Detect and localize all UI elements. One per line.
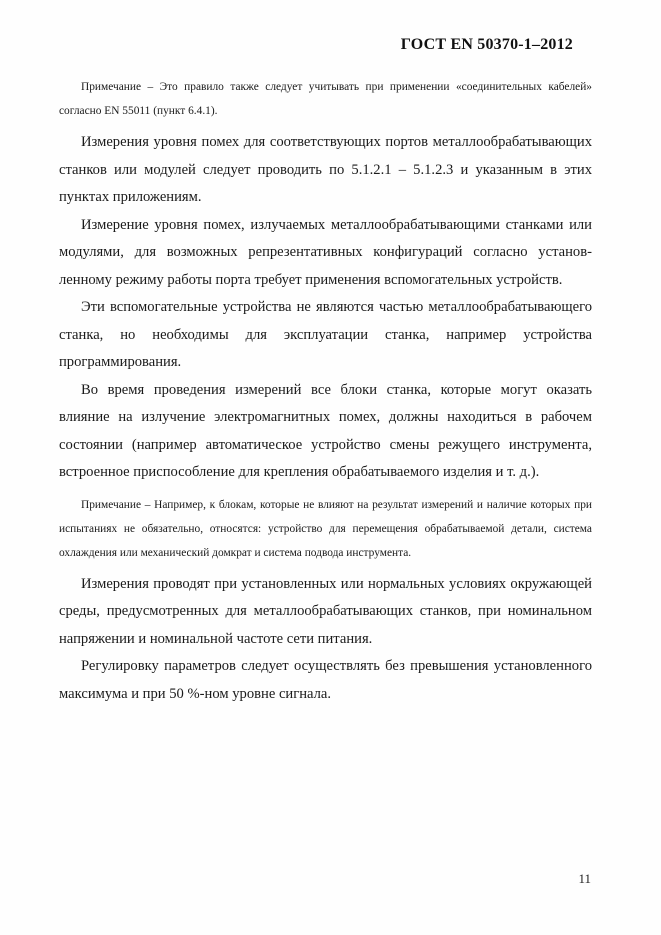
page-number: 11 [578, 871, 591, 886]
body-paragraph: Измерения уровня помех для соответствующих портов металлообрабатывающих станков или модулей следует проводить по 5.1.2.1 – 5.1.2.3 и указанным в этих пунктах приложениям. [59, 134, 592, 205]
document-body [59, 75, 592, 708]
body-paragraph: Эти вспомогательные устройства не являются частью металлообрабатывающего станка, но необходимы для эксплуатации станка, например устройства программирования. [59, 299, 592, 370]
body-paragraph: Измерение уровня помех, излучаемых металлообрабатывающими станками или модулями, для возможных репрезентативных конфигураций согласно установленному режиму работы порта требует применения вспомогательных устройств. [59, 216, 592, 288]
body-paragraph: Во время проведения измерений все блоки станка, которые могут оказать влияние на излучение электромагнитных помех, должны находиться в рабочем состоянии (например автоматическое устройство смены режущего инструмента, встроенное приспособление для крепления обрабатываемого изделия и т. д.). [59, 381, 592, 480]
standard-designation: ГОСТ EN 50370-1–2012 [400, 36, 573, 53]
note-paragraph: Примечание – Например, к блокам, которые не влияют на результат измерений и наличие которых при испытаниях не обязательно, относятся: устройство для перемещения обрабатываемой детали, система охлаждения или механический домкрат и система подвода инструмента. [59, 498, 592, 559]
body-paragraph: Измерения проводят при установленных или нормальных условиях окружающей среды, предусмотренных для металлообрабатывающих станков, при номинальном напряжении и номинальной частоте сети питания. [59, 575, 592, 647]
note-paragraph: Примечание – Это правило также следует учитывать при применении «соединительных кабелей» согласно EN 55011 (пункт 6.4.1). [59, 81, 592, 117]
body-paragraph: Регулировку параметров следует осуществлять без превышения установленного максимума и при 50 %-ном уровне сигнала. [59, 658, 592, 702]
